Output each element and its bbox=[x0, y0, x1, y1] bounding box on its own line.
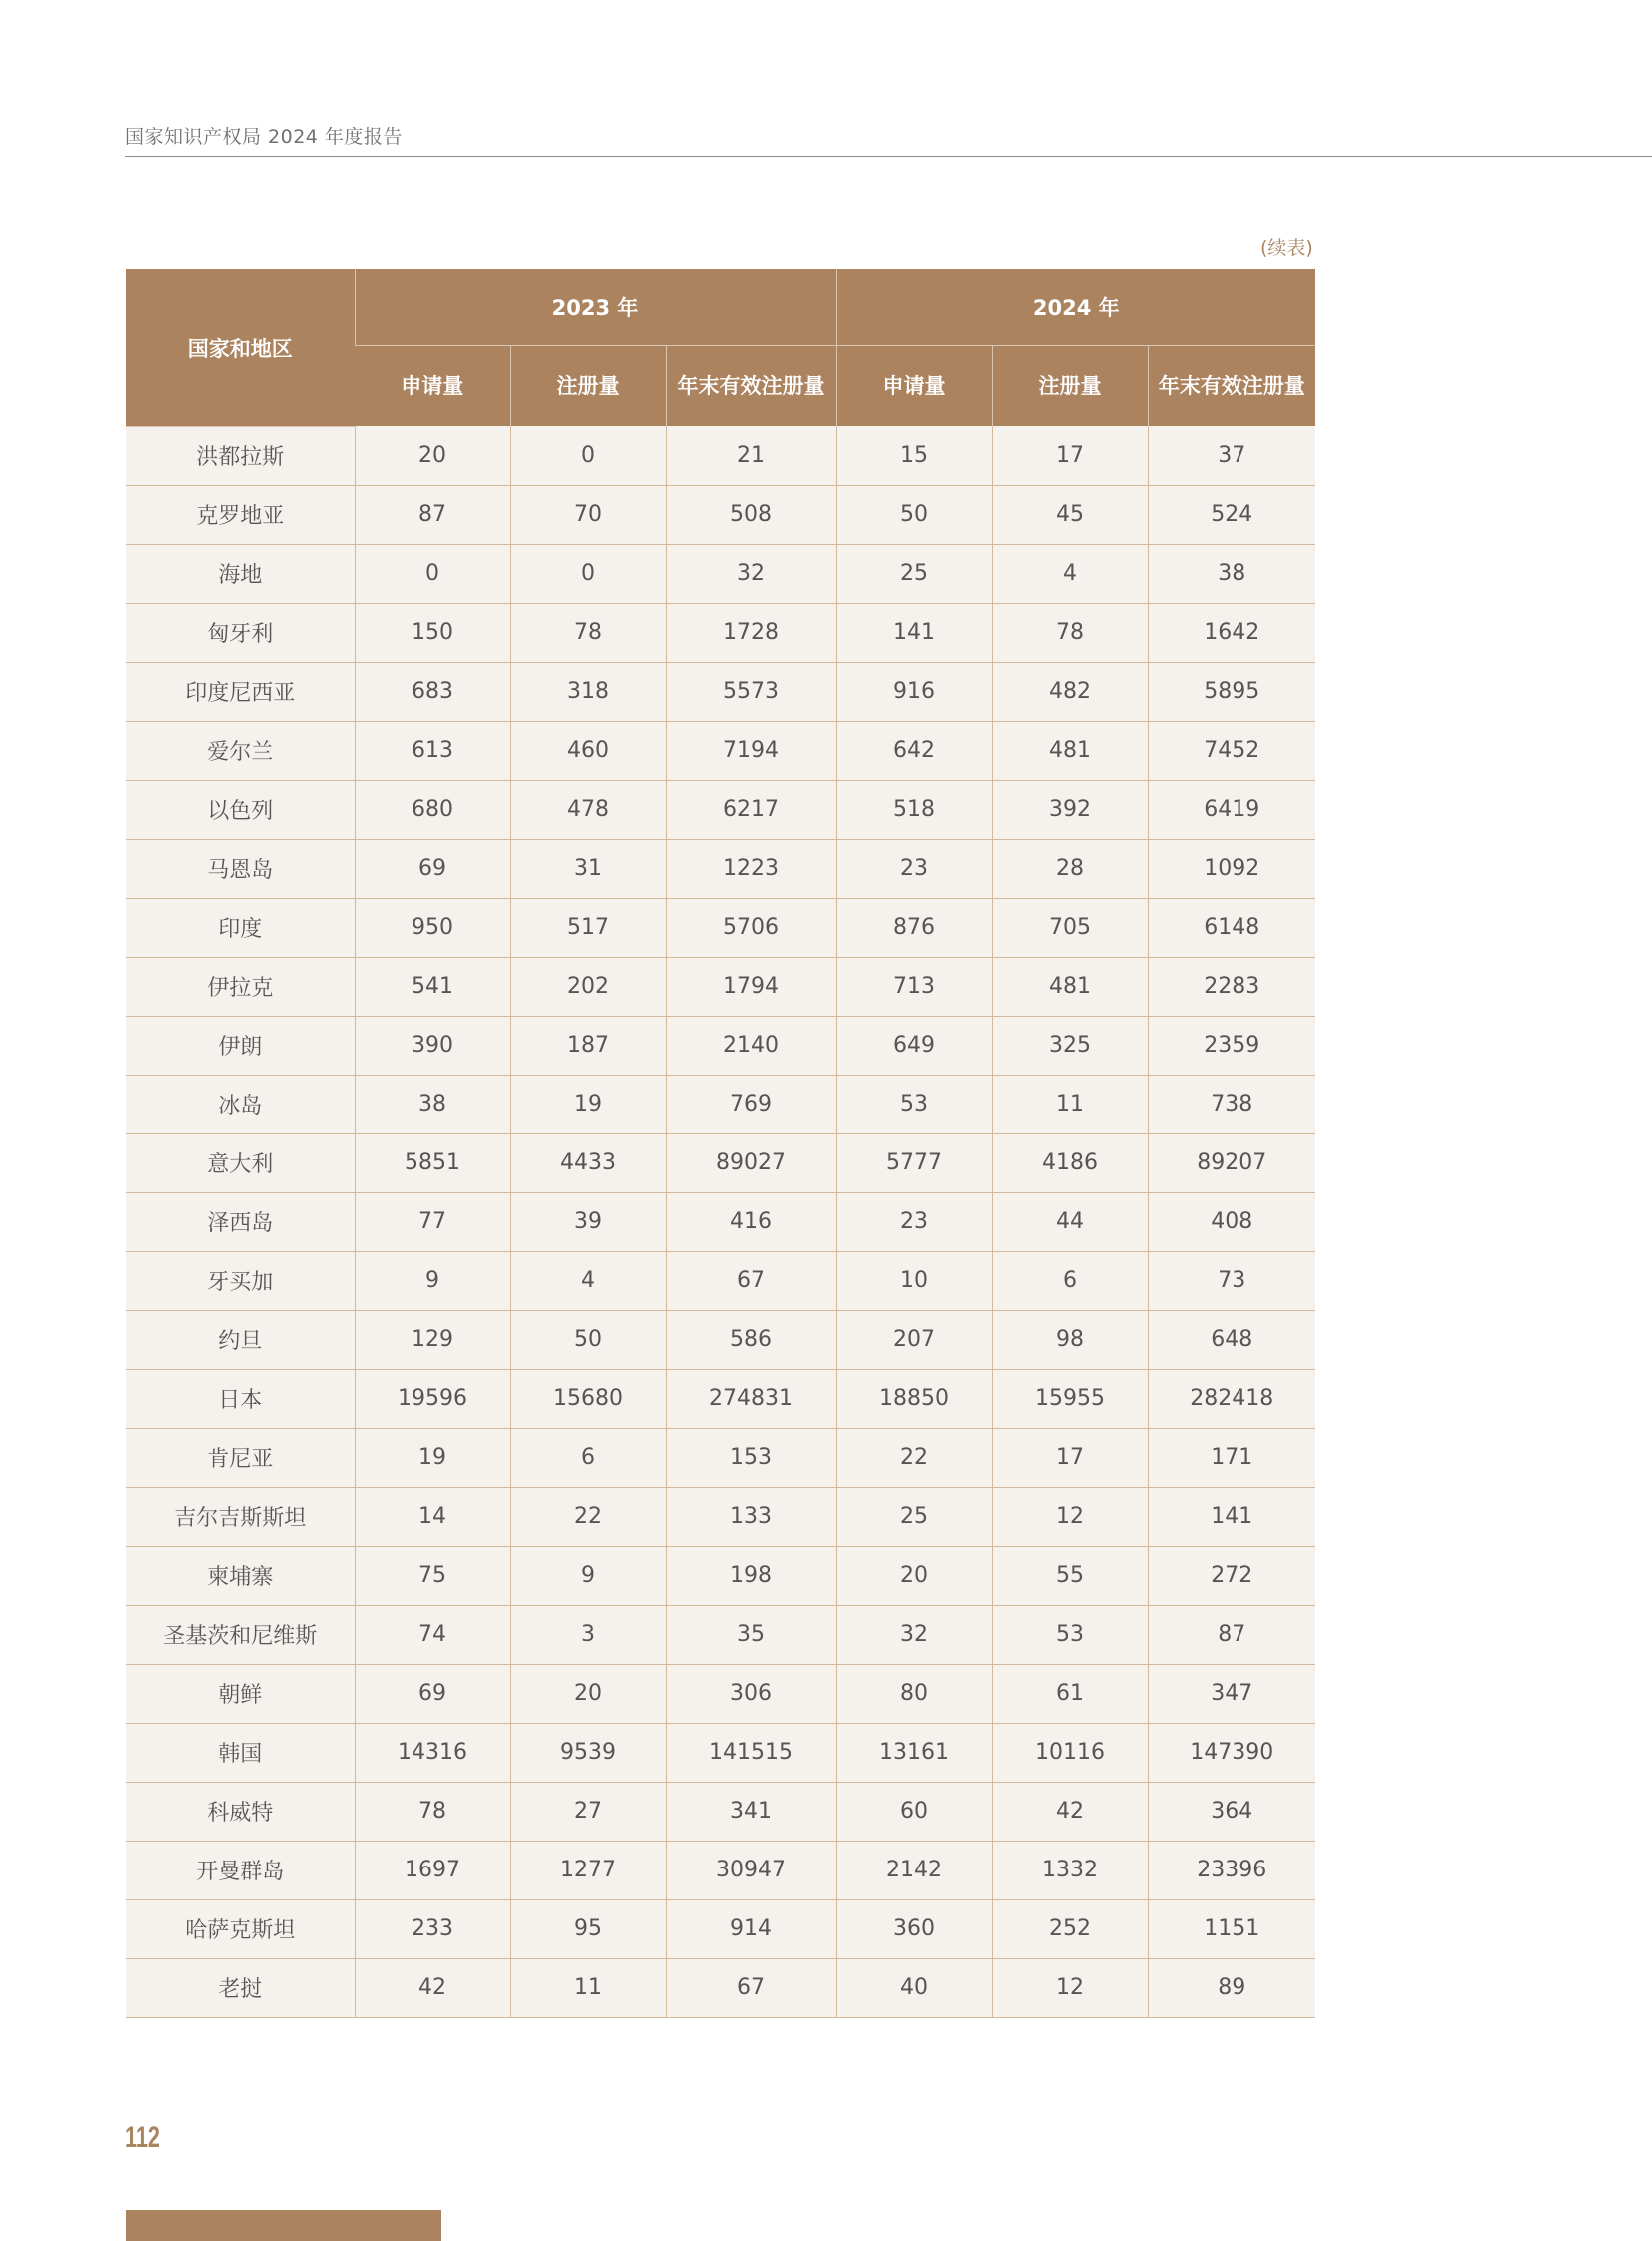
applications-2023-cell: 87 bbox=[355, 485, 510, 544]
registrations-2023-cell: 95 bbox=[510, 1899, 666, 1958]
registrations-2023-cell: 31 bbox=[510, 839, 666, 898]
registrations-2024-cell: 17 bbox=[992, 1428, 1148, 1487]
applications-2023-cell: 0 bbox=[355, 544, 510, 603]
country-cell: 老挝 bbox=[126, 1958, 355, 2017]
continued-label: (续表) bbox=[1260, 237, 1313, 259]
applications-2024-cell: 518 bbox=[836, 780, 992, 839]
registrations-2024-cell: 55 bbox=[992, 1546, 1148, 1605]
applications-2023-cell: 390 bbox=[355, 1016, 510, 1075]
applications-2023-cell: 680 bbox=[355, 780, 510, 839]
table-row bbox=[126, 1133, 1315, 1192]
country-cell: 牙买加 bbox=[126, 1251, 355, 1310]
registrations-2024-cell: 11 bbox=[992, 1075, 1148, 1133]
applications-2023-cell: 14 bbox=[355, 1487, 510, 1546]
registrations-2023-cell: 4 bbox=[510, 1251, 666, 1310]
applications-2024-cell: 25 bbox=[836, 1487, 992, 1546]
country-cell: 印度尼西亚 bbox=[126, 662, 355, 721]
applications-2024-cell: 141 bbox=[836, 603, 992, 662]
country-cell: 韩国 bbox=[126, 1723, 355, 1782]
applications-2023-cell: 75 bbox=[355, 1546, 510, 1605]
registrations-2024-cell: 482 bbox=[992, 662, 1148, 721]
country-cell: 冰岛 bbox=[126, 1075, 355, 1133]
sub-header-valid-registrations-2024: 年末有效注册量 bbox=[1148, 345, 1315, 426]
valid-registrations-2023-cell: 141515 bbox=[666, 1723, 836, 1782]
applications-2024-cell: 18850 bbox=[836, 1369, 992, 1428]
country-cell: 开曼群岛 bbox=[126, 1841, 355, 1899]
valid-registrations-2024-cell: 37 bbox=[1148, 426, 1315, 485]
registrations-2024-cell: 6 bbox=[992, 1251, 1148, 1310]
country-cell: 洪都拉斯 bbox=[126, 426, 355, 485]
registrations-2023-cell: 1277 bbox=[510, 1841, 666, 1899]
registrations-2023-cell: 0 bbox=[510, 544, 666, 603]
applications-2023-cell: 9 bbox=[355, 1251, 510, 1310]
applications-2024-cell: 5777 bbox=[836, 1133, 992, 1192]
applications-2024-cell: 207 bbox=[836, 1310, 992, 1369]
valid-registrations-2023-cell: 6217 bbox=[666, 780, 836, 839]
valid-registrations-2024-cell: 23396 bbox=[1148, 1841, 1315, 1899]
valid-registrations-2024-cell: 648 bbox=[1148, 1310, 1315, 1369]
valid-registrations-2024-cell: 7452 bbox=[1148, 721, 1315, 780]
country-cell: 约旦 bbox=[126, 1310, 355, 1369]
table-row bbox=[126, 898, 1315, 957]
valid-registrations-2024-cell: 347 bbox=[1148, 1664, 1315, 1723]
registrations-2024-cell: 78 bbox=[992, 603, 1148, 662]
applications-2024-cell: 40 bbox=[836, 1958, 992, 2017]
applications-2024-cell: 649 bbox=[836, 1016, 992, 1075]
country-cell: 克罗地亚 bbox=[126, 485, 355, 544]
applications-2024-cell: 53 bbox=[836, 1075, 992, 1133]
table-row bbox=[126, 1664, 1315, 1723]
registrations-2023-cell: 22 bbox=[510, 1487, 666, 1546]
applications-2024-cell: 80 bbox=[836, 1664, 992, 1723]
applications-2023-cell: 78 bbox=[355, 1782, 510, 1841]
registrations-2024-cell: 705 bbox=[992, 898, 1148, 957]
valid-registrations-2024-cell: 38 bbox=[1148, 544, 1315, 603]
table-row bbox=[126, 1192, 1315, 1251]
country-cell: 圣基茨和尼维斯 bbox=[126, 1605, 355, 1664]
applications-2023-cell: 19596 bbox=[355, 1369, 510, 1428]
valid-registrations-2024-cell: 2283 bbox=[1148, 957, 1315, 1016]
table-row bbox=[126, 426, 1315, 485]
valid-registrations-2024-cell: 364 bbox=[1148, 1782, 1315, 1841]
valid-registrations-2023-cell: 67 bbox=[666, 1251, 836, 1310]
header-rule bbox=[125, 156, 1652, 157]
applications-2024-cell: 10 bbox=[836, 1251, 992, 1310]
registrations-2024-cell: 4186 bbox=[992, 1133, 1148, 1192]
registrations-2023-cell: 70 bbox=[510, 485, 666, 544]
registrations-2023-cell: 50 bbox=[510, 1310, 666, 1369]
applications-2023-cell: 1697 bbox=[355, 1841, 510, 1899]
country-cell: 肯尼亚 bbox=[126, 1428, 355, 1487]
registrations-2024-cell: 98 bbox=[992, 1310, 1148, 1369]
valid-registrations-2023-cell: 32 bbox=[666, 544, 836, 603]
table-row bbox=[126, 1605, 1315, 1664]
valid-registrations-2023-cell: 30947 bbox=[666, 1841, 836, 1899]
registrations-2023-cell: 460 bbox=[510, 721, 666, 780]
valid-registrations-2023-cell: 341 bbox=[666, 1782, 836, 1841]
table-row bbox=[126, 721, 1315, 780]
country-cell: 朝鲜 bbox=[126, 1664, 355, 1723]
registrations-2023-cell: 187 bbox=[510, 1016, 666, 1075]
registrations-2024-cell: 28 bbox=[992, 839, 1148, 898]
valid-registrations-2024-cell: 141 bbox=[1148, 1487, 1315, 1546]
valid-registrations-2023-cell: 35 bbox=[666, 1605, 836, 1664]
page-number: 112 bbox=[125, 2121, 160, 2154]
table-row bbox=[126, 544, 1315, 603]
table-row bbox=[126, 780, 1315, 839]
table-row bbox=[126, 1841, 1315, 1899]
applications-2023-cell: 129 bbox=[355, 1310, 510, 1369]
table-body bbox=[126, 426, 1315, 2017]
valid-registrations-2024-cell: 5895 bbox=[1148, 662, 1315, 721]
registrations-2024-cell: 4 bbox=[992, 544, 1148, 603]
applications-2023-cell: 613 bbox=[355, 721, 510, 780]
valid-registrations-2023-cell: 1223 bbox=[666, 839, 836, 898]
valid-registrations-2023-cell: 153 bbox=[666, 1428, 836, 1487]
registrations-2024-cell: 15955 bbox=[992, 1369, 1148, 1428]
applications-2024-cell: 2142 bbox=[836, 1841, 992, 1899]
applications-2023-cell: 19 bbox=[355, 1428, 510, 1487]
valid-registrations-2024-cell: 89 bbox=[1148, 1958, 1315, 2017]
table-row bbox=[126, 1310, 1315, 1369]
country-cell: 吉尔吉斯斯坦 bbox=[126, 1487, 355, 1546]
table-row bbox=[126, 662, 1315, 721]
registrations-2024-cell: 252 bbox=[992, 1899, 1148, 1958]
valid-registrations-2023-cell: 586 bbox=[666, 1310, 836, 1369]
valid-registrations-2024-cell: 6148 bbox=[1148, 898, 1315, 957]
applications-2023-cell: 683 bbox=[355, 662, 510, 721]
registrations-2023-cell: 478 bbox=[510, 780, 666, 839]
registrations-2023-cell: 3 bbox=[510, 1605, 666, 1664]
valid-registrations-2024-cell: 1642 bbox=[1148, 603, 1315, 662]
applications-2023-cell: 950 bbox=[355, 898, 510, 957]
table-row bbox=[126, 1016, 1315, 1075]
table-row bbox=[126, 1075, 1315, 1133]
applications-2023-cell: 38 bbox=[355, 1075, 510, 1133]
country-cell: 意大利 bbox=[126, 1133, 355, 1192]
valid-registrations-2023-cell: 2140 bbox=[666, 1016, 836, 1075]
valid-registrations-2024-cell: 73 bbox=[1148, 1251, 1315, 1310]
valid-registrations-2024-cell: 408 bbox=[1148, 1192, 1315, 1251]
registrations-2023-cell: 4433 bbox=[510, 1133, 666, 1192]
valid-registrations-2023-cell: 416 bbox=[666, 1192, 836, 1251]
table-row bbox=[126, 839, 1315, 898]
applications-2024-cell: 60 bbox=[836, 1782, 992, 1841]
registrations-2023-cell: 202 bbox=[510, 957, 666, 1016]
applications-2024-cell: 50 bbox=[836, 485, 992, 544]
sub-header-registrations-2024: 注册量 bbox=[992, 345, 1148, 426]
applications-2024-cell: 22 bbox=[836, 1428, 992, 1487]
valid-registrations-2023-cell: 306 bbox=[666, 1664, 836, 1723]
registrations-2024-cell: 1332 bbox=[992, 1841, 1148, 1899]
registrations-2024-cell: 45 bbox=[992, 485, 1148, 544]
valid-registrations-2023-cell: 67 bbox=[666, 1958, 836, 2017]
registrations-2024-cell: 42 bbox=[992, 1782, 1148, 1841]
registrations-2024-cell: 53 bbox=[992, 1605, 1148, 1664]
registrations-2024-cell: 481 bbox=[992, 721, 1148, 780]
applications-2024-cell: 23 bbox=[836, 839, 992, 898]
valid-registrations-2024-cell: 89207 bbox=[1148, 1133, 1315, 1192]
registrations-2023-cell: 27 bbox=[510, 1782, 666, 1841]
registrations-2023-cell: 39 bbox=[510, 1192, 666, 1251]
country-cell: 伊拉克 bbox=[126, 957, 355, 1016]
valid-registrations-2023-cell: 5706 bbox=[666, 898, 836, 957]
applications-2023-cell: 14316 bbox=[355, 1723, 510, 1782]
table-row bbox=[126, 1723, 1315, 1782]
registrations-2024-cell: 12 bbox=[992, 1958, 1148, 2017]
registrations-2023-cell: 517 bbox=[510, 898, 666, 957]
country-cell: 海地 bbox=[126, 544, 355, 603]
valid-registrations-2024-cell: 87 bbox=[1148, 1605, 1315, 1664]
country-cell: 哈萨克斯坦 bbox=[126, 1899, 355, 1958]
table-row bbox=[126, 1899, 1315, 1958]
applications-2023-cell: 42 bbox=[355, 1958, 510, 2017]
table-row bbox=[126, 1958, 1315, 2017]
applications-2023-cell: 5851 bbox=[355, 1133, 510, 1192]
country-cell: 以色列 bbox=[126, 780, 355, 839]
applications-2024-cell: 360 bbox=[836, 1899, 992, 1958]
applications-2023-cell: 233 bbox=[355, 1899, 510, 1958]
country-cell: 印度 bbox=[126, 898, 355, 957]
country-cell: 泽西岛 bbox=[126, 1192, 355, 1251]
applications-2023-cell: 74 bbox=[355, 1605, 510, 1664]
registrations-2024-cell: 61 bbox=[992, 1664, 1148, 1723]
footer-bar bbox=[126, 2210, 441, 2241]
registrations-2023-cell: 20 bbox=[510, 1664, 666, 1723]
valid-registrations-2023-cell: 133 bbox=[666, 1487, 836, 1546]
valid-registrations-2023-cell: 7194 bbox=[666, 721, 836, 780]
sub-header-valid-registrations-2023: 年末有效注册量 bbox=[666, 345, 836, 426]
valid-registrations-2024-cell: 272 bbox=[1148, 1546, 1315, 1605]
table-row bbox=[126, 1369, 1315, 1428]
valid-registrations-2023-cell: 769 bbox=[666, 1075, 836, 1133]
applications-2024-cell: 20 bbox=[836, 1546, 992, 1605]
sub-header-applications-2024: 申请量 bbox=[836, 345, 992, 426]
applications-2024-cell: 713 bbox=[836, 957, 992, 1016]
registrations-2024-cell: 10116 bbox=[992, 1723, 1148, 1782]
valid-registrations-2023-cell: 5573 bbox=[666, 662, 836, 721]
registrations-2023-cell: 9539 bbox=[510, 1723, 666, 1782]
registrations-2023-cell: 318 bbox=[510, 662, 666, 721]
applications-2023-cell: 69 bbox=[355, 1664, 510, 1723]
valid-registrations-2023-cell: 914 bbox=[666, 1899, 836, 1958]
applications-2024-cell: 13161 bbox=[836, 1723, 992, 1782]
country-cell: 匈牙利 bbox=[126, 603, 355, 662]
valid-registrations-2023-cell: 21 bbox=[666, 426, 836, 485]
table-row bbox=[126, 603, 1315, 662]
applications-2024-cell: 32 bbox=[836, 1605, 992, 1664]
valid-registrations-2023-cell: 274831 bbox=[666, 1369, 836, 1428]
applications-2023-cell: 541 bbox=[355, 957, 510, 1016]
valid-registrations-2023-cell: 198 bbox=[666, 1546, 836, 1605]
registrations-2024-cell: 44 bbox=[992, 1192, 1148, 1251]
year-header-2023: 2023 年 bbox=[355, 269, 836, 345]
table-row bbox=[126, 1251, 1315, 1310]
valid-registrations-2024-cell: 147390 bbox=[1148, 1723, 1315, 1782]
country-column-header: 国家和地区 bbox=[126, 269, 355, 426]
sub-header-applications-2023: 申请量 bbox=[355, 345, 510, 426]
applications-2024-cell: 642 bbox=[836, 721, 992, 780]
valid-registrations-2023-cell: 508 bbox=[666, 485, 836, 544]
applications-2024-cell: 876 bbox=[836, 898, 992, 957]
table-row bbox=[126, 1487, 1315, 1546]
table-row bbox=[126, 1782, 1315, 1841]
applications-2024-cell: 15 bbox=[836, 426, 992, 485]
applications-2023-cell: 77 bbox=[355, 1192, 510, 1251]
applications-2023-cell: 150 bbox=[355, 603, 510, 662]
registrations-2024-cell: 392 bbox=[992, 780, 1148, 839]
valid-registrations-2024-cell: 524 bbox=[1148, 485, 1315, 544]
trademark-table bbox=[126, 269, 1315, 2018]
registrations-2024-cell: 481 bbox=[992, 957, 1148, 1016]
valid-registrations-2024-cell: 282418 bbox=[1148, 1369, 1315, 1428]
registrations-2023-cell: 15680 bbox=[510, 1369, 666, 1428]
table-row bbox=[126, 957, 1315, 1016]
country-cell: 马恩岛 bbox=[126, 839, 355, 898]
registrations-2024-cell: 325 bbox=[992, 1016, 1148, 1075]
registrations-2023-cell: 78 bbox=[510, 603, 666, 662]
table-row bbox=[126, 1546, 1315, 1605]
registrations-2023-cell: 9 bbox=[510, 1546, 666, 1605]
registrations-2023-cell: 0 bbox=[510, 426, 666, 485]
applications-2024-cell: 23 bbox=[836, 1192, 992, 1251]
valid-registrations-2024-cell: 2359 bbox=[1148, 1016, 1315, 1075]
table-row bbox=[126, 1428, 1315, 1487]
running-header: 国家知识产权局 2024 年度报告 bbox=[125, 126, 403, 148]
valid-registrations-2023-cell: 1794 bbox=[666, 957, 836, 1016]
registrations-2023-cell: 19 bbox=[510, 1075, 666, 1133]
applications-2024-cell: 916 bbox=[836, 662, 992, 721]
applications-2023-cell: 69 bbox=[355, 839, 510, 898]
registrations-2023-cell: 6 bbox=[510, 1428, 666, 1487]
registrations-2023-cell: 11 bbox=[510, 1958, 666, 2017]
valid-registrations-2024-cell: 1151 bbox=[1148, 1899, 1315, 1958]
year-header-2024: 2024 年 bbox=[836, 269, 1315, 345]
country-cell: 伊朗 bbox=[126, 1016, 355, 1075]
valid-registrations-2024-cell: 171 bbox=[1148, 1428, 1315, 1487]
valid-registrations-2024-cell: 1092 bbox=[1148, 839, 1315, 898]
valid-registrations-2024-cell: 6419 bbox=[1148, 780, 1315, 839]
valid-registrations-2024-cell: 738 bbox=[1148, 1075, 1315, 1133]
applications-2023-cell: 20 bbox=[355, 426, 510, 485]
applications-2024-cell: 25 bbox=[836, 544, 992, 603]
valid-registrations-2023-cell: 1728 bbox=[666, 603, 836, 662]
valid-registrations-2023-cell: 89027 bbox=[666, 1133, 836, 1192]
country-cell: 科威特 bbox=[126, 1782, 355, 1841]
country-cell: 日本 bbox=[126, 1369, 355, 1428]
table-row bbox=[126, 485, 1315, 544]
sub-header-registrations-2023: 注册量 bbox=[510, 345, 666, 426]
country-cell: 柬埔寨 bbox=[126, 1546, 355, 1605]
registrations-2024-cell: 17 bbox=[992, 426, 1148, 485]
country-cell: 爱尔兰 bbox=[126, 721, 355, 780]
registrations-2024-cell: 12 bbox=[992, 1487, 1148, 1546]
